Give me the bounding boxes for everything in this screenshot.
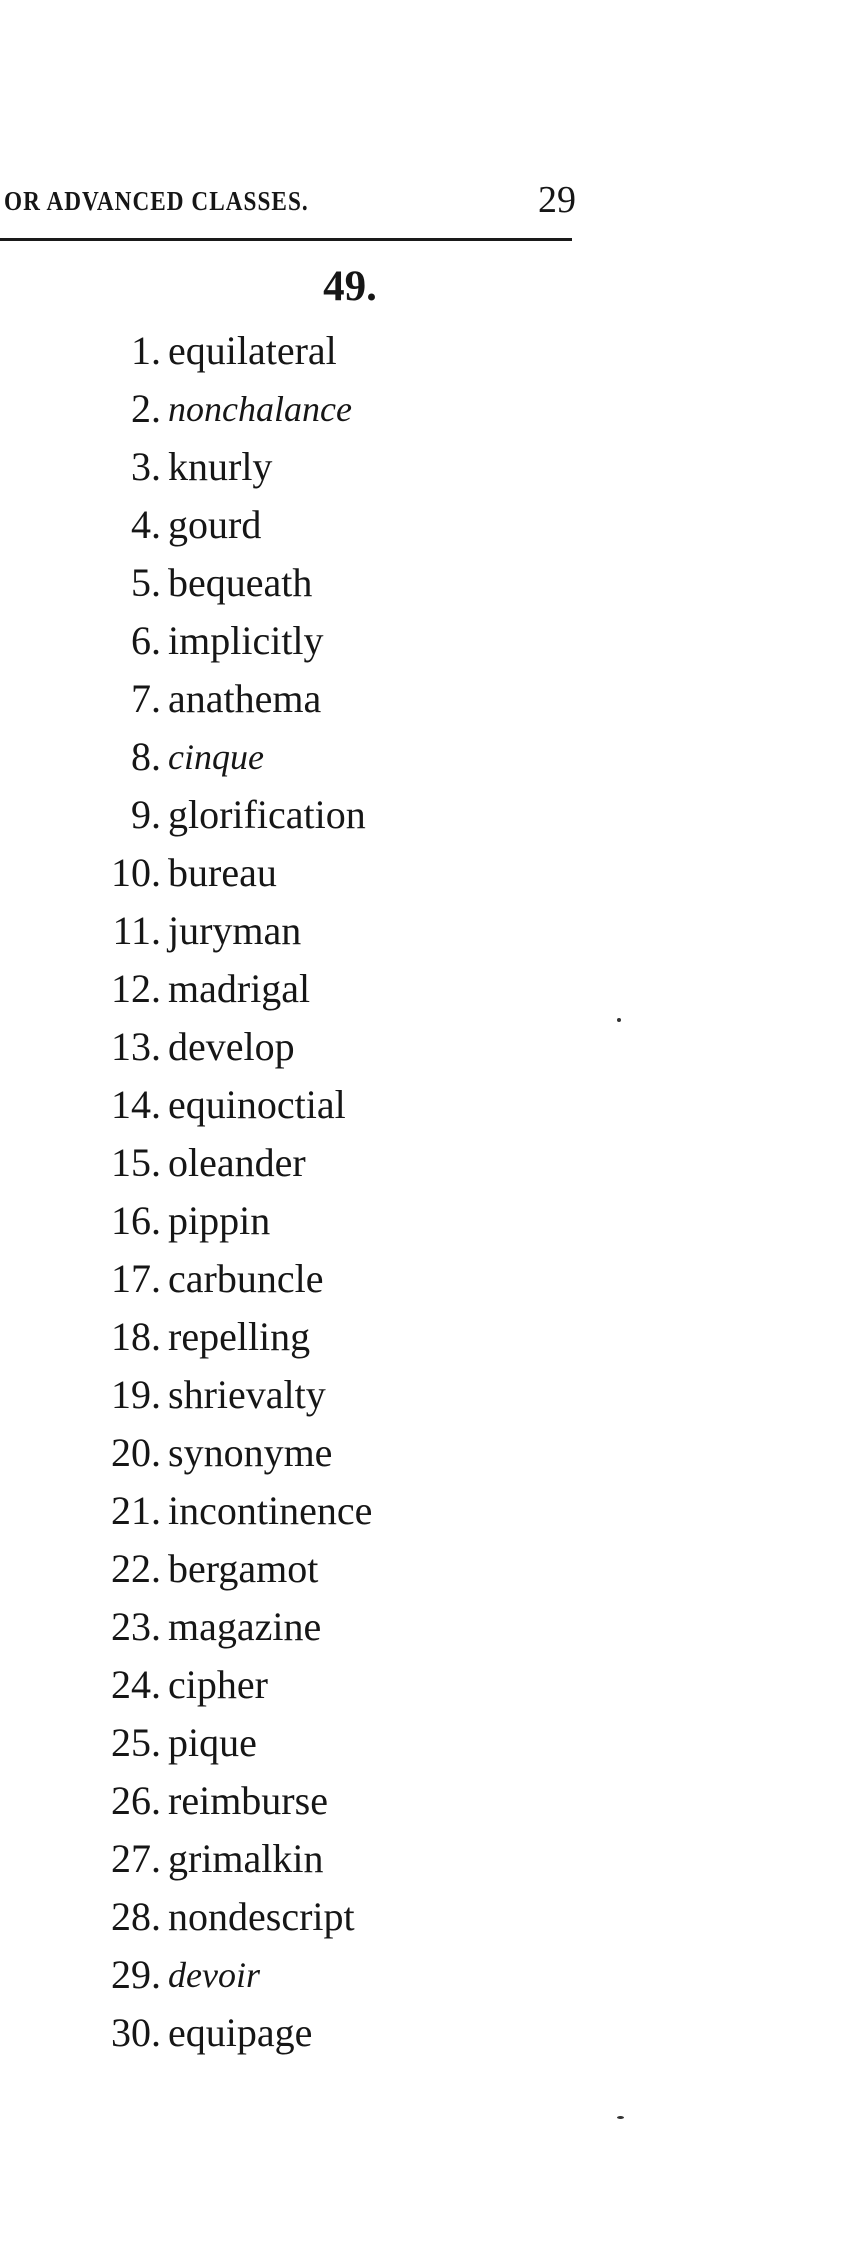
- item-word: reimburse: [168, 1778, 328, 1823]
- running-head-title: OR ADVANCED CLASSES.: [4, 186, 309, 216]
- item-number: 17.: [111, 1256, 161, 1301]
- item-word: cipher: [168, 1662, 268, 1707]
- item-number: 30.: [111, 2010, 161, 2055]
- item-number: 11.: [112, 908, 161, 953]
- item-number: 23.: [111, 1604, 161, 1649]
- item-word: oleander: [168, 1140, 306, 1185]
- item-word: carbuncle: [168, 1256, 324, 1301]
- item-number: 22.: [111, 1546, 161, 1591]
- item-number: 27.: [111, 1836, 161, 1881]
- item-number: 15.: [111, 1140, 161, 1185]
- item-word: pippin: [168, 1198, 271, 1243]
- item-number: 9.: [131, 792, 161, 837]
- item-word: equilateral: [168, 328, 337, 373]
- item-word: equipage: [168, 2010, 313, 2055]
- item-number: 19.: [111, 1372, 161, 1417]
- item-word: gourd: [168, 502, 262, 547]
- item-word: madrigal: [168, 966, 311, 1011]
- item-number: 26.: [111, 1778, 161, 1823]
- item-word: pique: [168, 1720, 257, 1765]
- item-word: nondescript: [168, 1894, 355, 1939]
- stray-ink-dot: [617, 2116, 624, 2119]
- item-number: 10.: [111, 850, 161, 895]
- item-number: 5.: [131, 560, 161, 605]
- item-word: incontinence: [168, 1488, 373, 1533]
- item-word: knurly: [168, 444, 273, 489]
- running-head: [4, 178, 576, 222]
- item-word: devoir: [168, 1955, 260, 1995]
- item-number: 2.: [131, 386, 161, 431]
- item-number: 20.: [111, 1430, 161, 1475]
- item-number: 7.: [131, 676, 161, 721]
- item-word: glorification: [168, 792, 366, 837]
- item-word: nonchalance: [168, 389, 352, 429]
- item-word: implicitly: [168, 618, 324, 663]
- item-number: 29.: [111, 1952, 161, 1997]
- item-number: 12.: [111, 966, 161, 1011]
- item-number: 21.: [111, 1488, 161, 1533]
- item-word: juryman: [168, 908, 302, 953]
- item-word: bureau: [168, 850, 277, 895]
- item-number: 13.: [111, 1024, 161, 1069]
- item-number: 25.: [111, 1720, 161, 1765]
- item-number: 24.: [111, 1662, 161, 1707]
- item-word: synonyme: [168, 1430, 333, 1475]
- item-number: 14.: [111, 1082, 161, 1127]
- page-number: 29: [538, 179, 576, 221]
- section-number: 49.: [323, 263, 377, 310]
- item-word: anathema: [168, 676, 322, 721]
- item-word: bequeath: [168, 560, 313, 605]
- item-number: 4.: [131, 502, 161, 547]
- item-word: develop: [168, 1024, 295, 1069]
- item-number: 1.: [131, 328, 161, 373]
- item-word: bergamot: [168, 1546, 319, 1591]
- item-number: 6.: [131, 618, 161, 663]
- item-word: equinoctial: [168, 1082, 346, 1127]
- item-number: 28.: [111, 1894, 161, 1939]
- item-number: 8.: [131, 734, 161, 779]
- item-word: magazine: [168, 1604, 322, 1649]
- item-number: 16.: [111, 1198, 161, 1243]
- item-number: 18.: [111, 1314, 161, 1359]
- item-word: grimalkin: [168, 1836, 324, 1881]
- stray-ink-dot: [617, 1018, 621, 1022]
- item-word: repelling: [168, 1314, 311, 1359]
- item-word: cinque: [168, 737, 264, 777]
- item-word: shrievalty: [168, 1372, 326, 1417]
- item-number: 3.: [131, 444, 161, 489]
- header-rule: [0, 238, 572, 241]
